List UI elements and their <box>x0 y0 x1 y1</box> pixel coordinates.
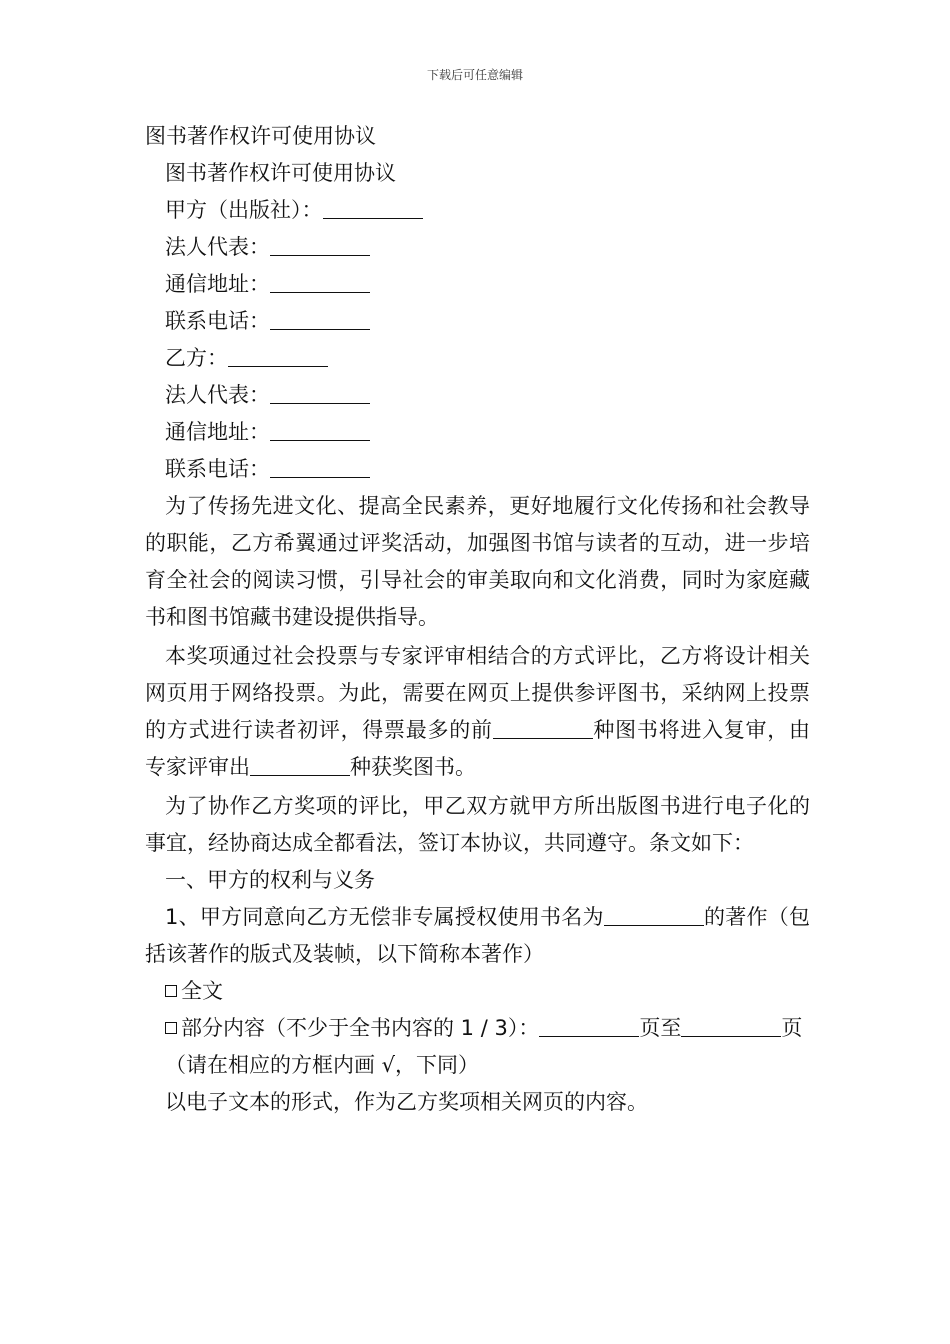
page-to-label: 页 <box>781 1016 803 1040</box>
party-a-label <box>145 192 810 229</box>
page-to-blank <box>681 1014 781 1037</box>
party-a-label-text: 甲方（出版社）： <box>165 198 323 222</box>
check-instruction: （请在相应的方框内画 √，下同） <box>165 1053 480 1077</box>
document-subtitle: 图书著作权许可使用协议 <box>165 161 396 185</box>
option-partial-label: 部分内容（不少于全书内容的 1 / 3）： <box>181 1016 540 1040</box>
party-a-blank <box>323 196 423 219</box>
final-sentence: 以电子文本的形式，作为乙方奖项相关网页的内容。 <box>165 1090 648 1114</box>
party-b-phone-blank <box>270 455 370 478</box>
page-header-note: 下载后可任意编辑 <box>426 68 523 82</box>
party-a-address-text: 通信地址： <box>165 272 270 296</box>
party-b-phone-text: 联系电话： <box>165 457 270 481</box>
party-a-phone-blank <box>270 307 370 330</box>
party-b-rep-blank <box>270 381 370 404</box>
page-from-blank <box>539 1014 639 1037</box>
party-a-rep <box>145 229 810 266</box>
party-a-phone-text: 联系电话： <box>165 309 270 333</box>
party-b-address-blank <box>270 418 370 441</box>
paragraph-voting-c: 种获奖图书。 <box>350 755 476 779</box>
party-a-address <box>145 266 810 303</box>
paragraph-voting-b: 种图书将进入复审，由专家评审出 <box>145 718 811 779</box>
party-b-blank <box>228 344 328 367</box>
top-count-blank <box>493 716 593 739</box>
option-partial <box>145 1010 810 1047</box>
party-a-rep-text: 法人代表： <box>165 235 270 259</box>
clause-1 <box>145 899 810 973</box>
checkbox-icon <box>165 985 177 997</box>
party-b-rep-text: 法人代表： <box>165 383 270 407</box>
party-b-label <box>145 340 810 377</box>
document-title: 图书著作权许可使用协议 <box>145 124 376 148</box>
clause-1-b: 的著作（包括该著作的版式及装帧，以下简称本著作） <box>145 905 811 966</box>
party-b-address <box>145 414 810 451</box>
winner-count-blank <box>250 753 350 776</box>
option-full-text <box>145 973 810 1010</box>
checkbox-icon <box>165 1022 177 1034</box>
party-b-address-text: 通信地址： <box>165 420 270 444</box>
party-a-rep-blank <box>270 233 370 256</box>
paragraph-voting-a: 本奖项通过社会投票与专家评审相结合的方式评比，乙方将设计相关网页用于网络投票。为此，需要在网页上提供参评图书，采纳网上投票的方式进行读者初评，得票最多的前 <box>145 644 810 742</box>
document-body <box>145 118 810 1121</box>
paragraph-purpose: 为了传扬先进文化、提高全民素养，更好地履行文化传扬和社会教导的职能，乙方希翼通过评奖活动，加强图书馆与读者的互动，进一步培育全社会的阅读习惯，引导社会的审美取向和文化消费，同时为家庭藏书和图书馆藏书建设提供指导。 <box>145 494 810 629</box>
page-from-label: 页至 <box>639 1016 682 1040</box>
party-a-address-blank <box>270 270 370 293</box>
section-heading-party-a: 一、甲方的权利与义务 <box>165 868 375 892</box>
party-b-rep <box>145 377 810 414</box>
clause-1-a: 1、甲方同意向乙方无偿非专属授权使用书名为 <box>165 905 604 929</box>
paragraph-agreement: 为了协作乙方奖项的评比，甲乙双方就甲方所出版图书进行电子化的事宜，经协商达成全都看法，签订本协议，共同遵守。条文如下： <box>145 794 810 855</box>
book-title-blank <box>604 903 704 926</box>
party-a-phone <box>145 303 810 340</box>
option-full-label: 全文 <box>181 979 223 1003</box>
party-b-phone <box>145 451 810 488</box>
paragraph-voting <box>145 638 810 786</box>
party-b-label-text: 乙方： <box>165 346 228 370</box>
